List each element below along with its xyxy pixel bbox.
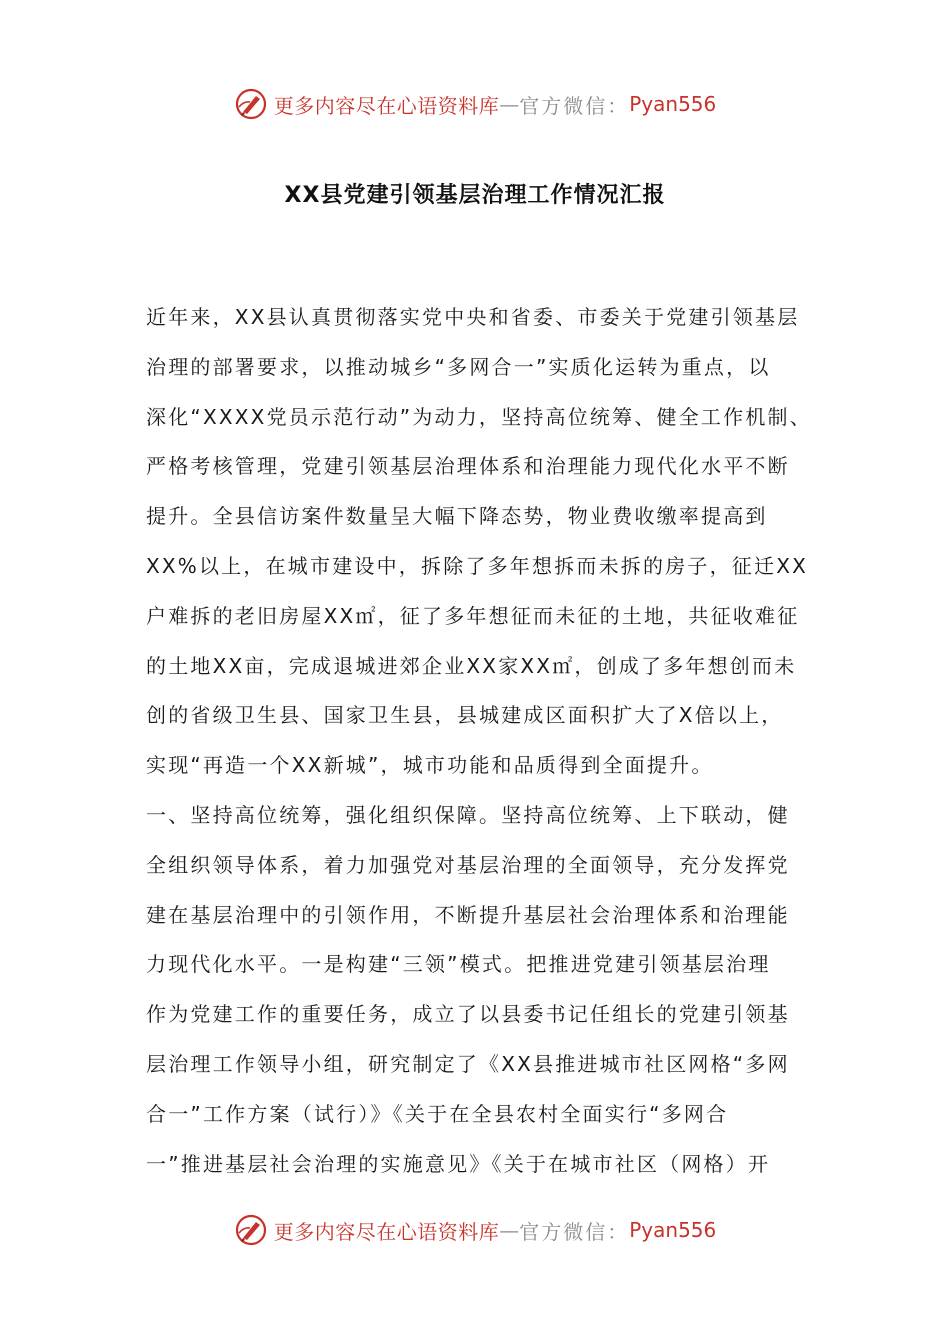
banner-brand-text: 更多内容尽在心语资料库 (273, 1219, 500, 1244)
header-banner (0, 84, 950, 124)
body-line: 全组织领导体系，着力加强党对基层治理的全面领导，充分发挥党 (146, 852, 790, 877)
body-line: 的土地XX亩，完成退城进郊企业XX家XX㎡，创成了多年想创而未 (146, 653, 797, 678)
body-line: 深化“XXXX党员示范行动”为动力，坚持高位统筹、健全工作机制、 (146, 404, 812, 429)
document-body (146, 293, 836, 1189)
pen-logo-icon (234, 87, 268, 121)
banner-separator: — (499, 1218, 520, 1242)
banner-contact-label: 官方微信： (519, 1219, 630, 1244)
banner-brand-text: 更多内容尽在心语资料库 (273, 93, 500, 118)
body-line: 一、坚持高位统筹，强化组织保障。坚持高位统筹、上下联动，健 (146, 802, 790, 827)
body-line: 创的省级卫生县、国家卫生县，县城建成区面积扩大了X倍以上， (146, 703, 784, 728)
body-line: 提升。全县信访案件数量呈大幅下降态势，物业费收缴率提高到 (146, 504, 768, 529)
body-line: 建在基层治理中的引领作用，不断提升基层社会治理体系和治理能 (146, 902, 790, 927)
footer-banner (0, 1210, 950, 1250)
pen-logo-icon (234, 1213, 268, 1247)
body-line: 一”推进基层社会治理的实施意见》《关于在城市社区（网格）开 (146, 1151, 771, 1176)
banner-wechat-id: Pyan556 (629, 92, 717, 116)
body-line: XX%以上，在城市建设中，拆除了多年想拆而未拆的房子，征迁XX (146, 553, 809, 578)
banner-separator: — (499, 92, 520, 116)
body-line: 层治理工作领导小组，研究制定了《XX县推进城市社区网格“多网 (146, 1051, 790, 1076)
body-line: 治理的部署要求，以推动城乡“多网合一”实质化运转为重点，以 (146, 354, 771, 379)
body-line: 力现代化水平。一是构建“三领”模式。把推进党建引领基层治理 (146, 952, 771, 977)
banner-contact-label: 官方微信： (519, 93, 630, 118)
body-line: 户难拆的老旧房屋XX㎡，征了多年想征而未征的土地，共征收难征 (146, 603, 800, 628)
banner-wechat-id: Pyan556 (629, 1218, 717, 1242)
body-line: 合一”工作方案（试行）》《关于在全县农村全面实行“多网合 (146, 1101, 729, 1126)
body-line: 严格考核管理，党建引领基层治理体系和治理能力现代化水平不断 (146, 454, 790, 479)
document-title: XX县党建引领基层治理工作情况汇报 (284, 183, 666, 208)
body-line: 作为党建工作的重要任务，成立了以县委书记任组长的党建引领基 (146, 1002, 790, 1027)
body-line: 实现“再造一个XX新城”，城市功能和品质得到全面提升。 (146, 753, 714, 778)
body-line: 近年来，XX县认真贯彻落实党中央和省委、市委关于党建引领基层 (146, 305, 800, 329)
